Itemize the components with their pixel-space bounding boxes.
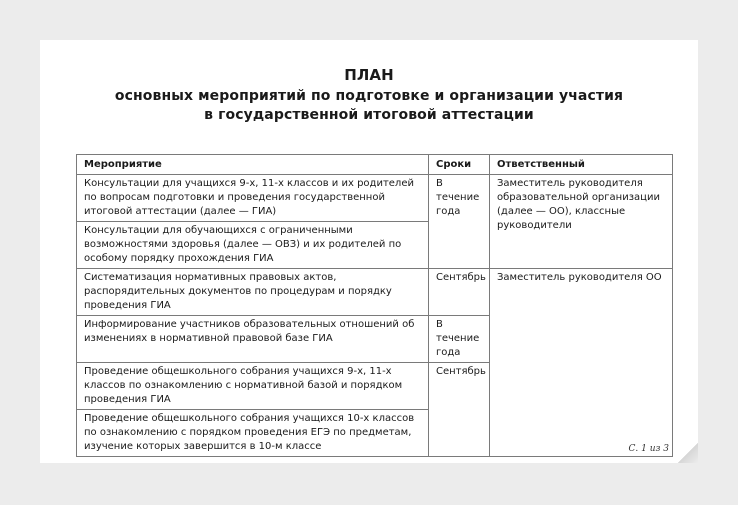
- page-curl-decoration: [678, 443, 698, 463]
- event-cell: Консультации для учащихся 9-х, 11-х классов и их родителей по вопросам подготовки и проведения государственной итоговой аттестации (далее — ГИА): [77, 175, 429, 222]
- deadline-cell: Сентябрь: [429, 269, 490, 316]
- table-row: [77, 175, 673, 222]
- responsible-cell: Заместитель руководителя ОО: [490, 269, 673, 457]
- header-event: Мероприятие: [77, 155, 429, 175]
- event-cell: Информирование участников образовательных отношений об изменениях в нормативной правовой базе ГИА: [77, 316, 429, 363]
- document-page: [40, 40, 698, 463]
- deadline-cell: В течение года: [429, 316, 490, 363]
- event-cell: Систематизация нормативных правовых актов, распорядительных документов по процедурам и порядку проведения ГИА: [77, 269, 429, 316]
- document-subtitle-line-2: в государственной итоговой аттестации: [204, 107, 534, 123]
- event-cell: Консультации для обучающихся с ограниченными возможностями здоровья (далее — ОВЗ) и их родителей по особому порядку прохождения ГИА: [77, 222, 429, 269]
- responsible-cell: Заместитель руководителя образовательной организации (далее — ОО), классные руководители: [490, 175, 673, 269]
- table-header-row: [77, 155, 673, 175]
- document-subtitle-line-1: основных мероприятий по подготовке и организации участия: [114, 88, 624, 104]
- header-responsible: Ответственный: [490, 155, 673, 175]
- deadline-cell: В течение года: [429, 175, 490, 269]
- document-title-block: [40, 66, 698, 125]
- page-number: С. 1 из 3: [628, 444, 669, 454]
- deadline-cell: Сентябрь: [429, 363, 490, 457]
- header-deadline: Сроки: [429, 155, 490, 175]
- event-cell: Проведение общешкольного собрания учащихся 10-х классов по ознакомлению с порядком проведения ЕГЭ по предметам, изучение которых завершится в 10-м классе: [77, 410, 429, 457]
- table-row: [77, 269, 673, 316]
- event-cell: Проведение общешкольного собрания учащихся 9-х, 11-х классов по ознакомлению с нормативной базой и порядком проведения ГИА: [77, 363, 429, 410]
- document-title: ПЛАН: [344, 66, 394, 84]
- events-table: [76, 154, 673, 457]
